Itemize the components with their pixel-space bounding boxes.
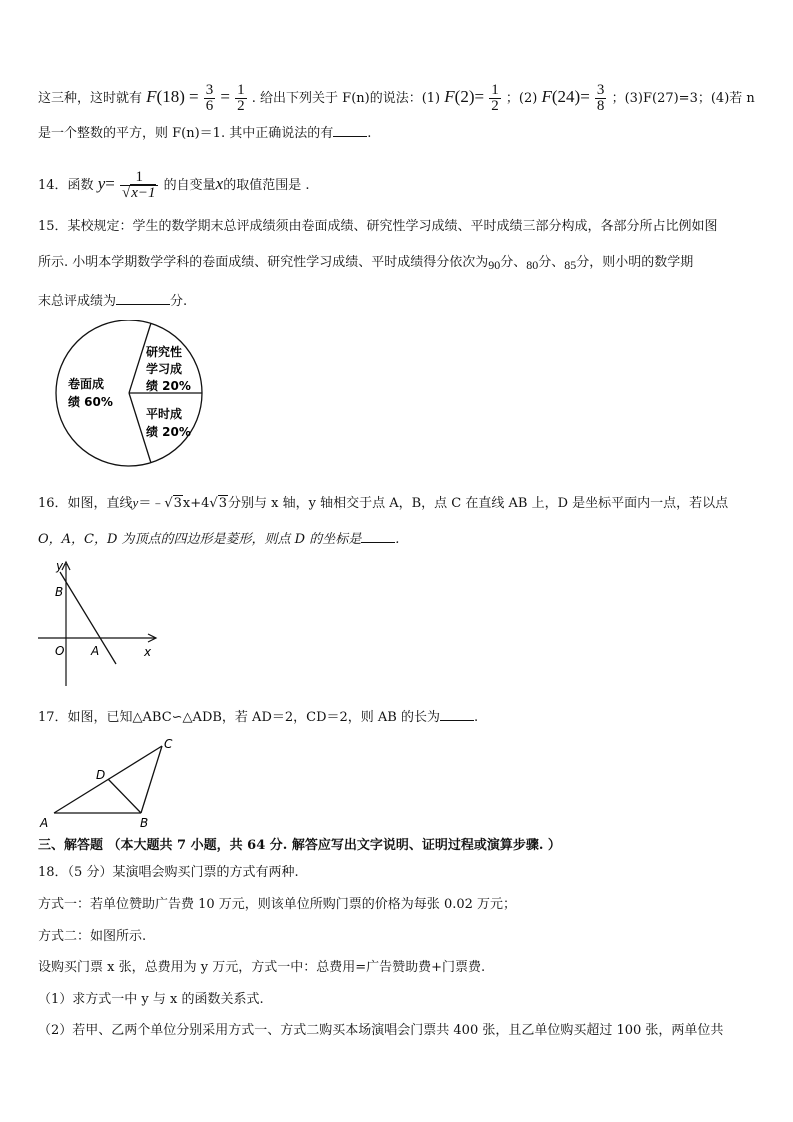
q14-eq: =	[105, 174, 115, 193]
q13-text-d: ；(3)F(27)=3；(4)若 n	[611, 91, 755, 106]
label-C: C	[164, 737, 173, 751]
q15-score3: 85	[564, 258, 577, 272]
label-B2: B	[140, 816, 149, 830]
q14-y: y	[97, 174, 106, 193]
q13-end: .	[367, 126, 372, 141]
segment-DB	[108, 779, 141, 813]
q14-text: 的自变量	[163, 178, 216, 193]
q13-arg2: 2	[460, 87, 469, 106]
label-B: B	[55, 585, 64, 599]
q17-answer-blank[interactable]	[440, 708, 474, 721]
q15-score2: 80	[526, 258, 539, 272]
q16-root1: 3	[173, 496, 182, 511]
pie-label-2c: 绩 20%	[146, 379, 191, 393]
q13-text-l2: 是一个整数的平方，则 F(n)＝1. 其中正确说法的有	[38, 126, 334, 141]
q15-text-b: 分、	[500, 255, 527, 270]
q13-arg3: 24	[557, 87, 575, 106]
side-BC	[141, 746, 162, 813]
q15-line3	[38, 292, 187, 311]
pie-label-2b: 学习成	[146, 362, 183, 376]
q16-line1: 16．如图，直线y＝﹣√3x+4√3分别与 x 轴，y 轴相交于点 A，B，点 C 在直线 AB 上，D 是坐标平面内一点，若以点	[38, 495, 729, 511]
q18-line4: 设购买门票 x 张，总费用为 y 万元，方式一中：总费用=广告赞助费+门票费.	[38, 960, 486, 975]
q18-line6: （2）若甲、乙两个单位分别采用方式一、方式二购买本场演唱会门票共 400 张，且乙单位购买超过 100 张，两单位共	[38, 1023, 724, 1038]
q13-frac1: $\frac{3}{6}$	[205, 82, 214, 114]
label-O: O	[55, 644, 65, 658]
q13-text-a: 这三种，这时就有	[38, 91, 143, 106]
q16-y: y	[132, 495, 139, 510]
label-A2: A	[40, 816, 49, 830]
q15-line1: 15．某校规定：学生的数学期末总评成绩须由卷面成绩、研究性学习成绩、平时成绩三部分构成，各部分所占比例如图	[38, 219, 718, 234]
q18-line3: 方式二：如图所示.	[38, 929, 147, 944]
line-AB	[60, 572, 116, 664]
q16-root2: 3	[218, 496, 227, 511]
q14-num: 14．函数	[38, 178, 94, 193]
q17-line	[38, 708, 478, 727]
q14-line	[38, 170, 309, 201]
label-A: A	[91, 644, 100, 658]
pie-label-2a: 研究性	[146, 345, 183, 359]
q13-answer-blank[interactable]	[333, 124, 367, 137]
pie-label-1a: 卷面成	[68, 377, 105, 391]
q14-text2: 的取值范围是 .	[223, 178, 310, 193]
q13-line2	[38, 124, 371, 143]
label-D: D	[96, 768, 106, 782]
q13-F: F	[146, 87, 157, 106]
q18-line1: 18．（5 分）某演唱会购买门票的方式有两种.	[38, 865, 299, 880]
q13-frac2: $\frac{1}{2}$	[237, 82, 245, 114]
q17-triangle-figure	[36, 735, 186, 830]
pie-label-1b: 绩 60%	[68, 395, 113, 409]
q14-radicand: x−1	[131, 185, 156, 201]
q17-text: 17．如图，已知△ABC∽△ADB，若 AD＝2，CD＝2，则 AB 的长为	[38, 710, 440, 725]
q13-text-c: ；(2)	[505, 91, 538, 106]
q18-line2: 方式一：若单位赞助广告费 10 万元，则该单位所购门票的价格为每张 0.02 万元；	[38, 897, 517, 912]
q15-line2	[38, 253, 693, 272]
q16-text-d: 分别与 x 轴，y 轴相交于点 A，B，点 C 在直线 AB 上，D 是坐标平面内一点，若以点	[228, 496, 729, 511]
q17-end: .	[474, 710, 479, 725]
q13-F2: F	[444, 87, 455, 106]
q16-text-l2: O，A，C，D 为顶点的四边形是菱形，则点 D 的坐标是	[38, 532, 362, 547]
q16-text-b: ＝﹣	[138, 496, 165, 511]
q15-text-c: 分、	[538, 255, 565, 270]
pie-label-3b: 绩 20%	[146, 425, 191, 439]
q14-x: x	[215, 174, 224, 193]
label-y: y	[56, 559, 64, 573]
q13-F3: F	[541, 87, 552, 106]
q15-text-a: 所示. 小明本学期数学学科的卷面成绩、研究性学习成绩、平时成绩得分依次为	[38, 255, 489, 270]
q13-text-b: . 给出下列关于 F(n)的说法：(1)	[251, 91, 441, 106]
q15-pie-figure	[50, 320, 210, 470]
q14-frac: $\frac{1}{√x-1}$	[120, 170, 159, 201]
section-3-heading: 三、解答题 （本大题共 7 小题，共 64 分. 解答应写出文字说明、证明过程或演算步骤. ）	[38, 838, 561, 853]
q13-frac3: $\frac{1}{2}$	[491, 82, 499, 114]
q15-end: 分.	[170, 294, 188, 309]
q13-line1: 这三种，这时就有 F(18) = $\frac{3}{6}$ = $\frac{1}{2}$ . 给出下列关于 F(n)的说法：(1) F(2)= $\frac{1}{2}$ ；(2) F(24)= $\frac{3}{8}$ ；(3)F(27)=3；(4)若 n	[38, 82, 755, 114]
q15-answer-blank[interactable]	[116, 292, 170, 305]
q15-text-d: 分，则小明的数学期	[576, 255, 694, 270]
q15-score1: 90	[488, 258, 501, 272]
q13-frac4: $\frac{3}{8}$	[596, 82, 605, 114]
q15-text-l3: 末总评成绩为	[38, 294, 117, 309]
q18-line5: （1）求方式一中 y 与 x 的函数关系式.	[38, 992, 264, 1007]
label-x: x	[144, 645, 152, 659]
q16-text-a: 16．如图，直线	[38, 496, 133, 511]
q16-line2	[38, 530, 399, 549]
q16-coordinate-figure	[36, 558, 166, 690]
q13-arg1: 18	[162, 87, 180, 106]
pie-label-3a: 平时成	[146, 407, 183, 421]
q16-text-c: x+4	[182, 496, 210, 511]
q16-end: .	[395, 532, 400, 547]
q16-answer-blank[interactable]	[361, 530, 395, 543]
